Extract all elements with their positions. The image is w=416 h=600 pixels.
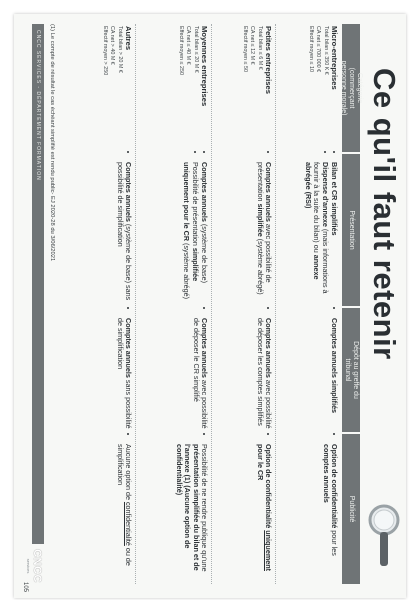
text-run: confidentialité bbox=[124, 501, 133, 546]
row-separator bbox=[275, 24, 276, 584]
table-cell-category bbox=[134, 26, 208, 150]
table-cell-presentation bbox=[134, 154, 208, 304]
category-threshold: Total bilan ≤ 6 M € bbox=[256, 26, 263, 70]
text-run: Bilan et CR simplifiés bbox=[330, 162, 339, 236]
list-item bbox=[255, 318, 272, 430]
table-cell-publicity bbox=[134, 436, 208, 582]
text-run: Dispense d'annexe bbox=[320, 162, 330, 227]
text-run: pour le CR bbox=[255, 444, 265, 481]
text-run: ou de simplification bbox=[115, 444, 133, 566]
table-cell-deposit bbox=[134, 310, 208, 430]
logo-mark: CNCC bbox=[31, 549, 44, 583]
page-title: Ce qu'il faut retenir bbox=[367, 68, 402, 360]
table-cell-publicity bbox=[62, 436, 132, 582]
text-run: (système de base) bbox=[200, 221, 209, 284]
text-run: présentation simplifiée du bilan et de l'annexe (1) (Aucune option de confidentialité) bbox=[174, 444, 201, 571]
presentation-list bbox=[255, 154, 272, 304]
presentation-list bbox=[115, 154, 132, 304]
deposit-list bbox=[191, 310, 208, 430]
paper-sheet bbox=[14, 14, 406, 598]
deposit-list bbox=[115, 310, 132, 430]
text-run: avec possibilité de déposer le CR simplifié bbox=[191, 318, 209, 429]
category-threshold: CA net ≤ 40 M € bbox=[185, 26, 192, 65]
category-threshold: CA net ≤ 12 M € bbox=[249, 26, 256, 65]
category-threshold: Total bilan ≤ 20 M € bbox=[192, 26, 199, 73]
publicity-list bbox=[255, 436, 272, 582]
category-title: Moyennes entreprises bbox=[200, 26, 209, 107]
list-item bbox=[255, 444, 272, 582]
table-cell-publicity bbox=[274, 436, 338, 582]
text-run: simplifiée uniquement pour le CR bbox=[182, 162, 200, 282]
text-run: simplifiée bbox=[255, 203, 265, 237]
text-run: Possibilité de ne rendre publique qu'une bbox=[200, 444, 209, 572]
text-run: Comptes annuels bbox=[264, 318, 273, 378]
text-run: sans possibilité de simplification bbox=[115, 318, 133, 429]
text-run: (système abrégé) bbox=[255, 236, 265, 295]
presentation-list bbox=[182, 154, 208, 304]
text-run: Comptes annuels bbox=[264, 162, 273, 222]
footer-text: CNCC SERVICES - DÉPARTEMENT FORMATION bbox=[35, 30, 41, 181]
list-item bbox=[174, 444, 208, 582]
category-threshold: Total bilan ≤ 350 K € bbox=[322, 26, 329, 75]
category-threshold: Effectif moyen ≤ 10 bbox=[308, 26, 315, 73]
list-item bbox=[330, 318, 338, 430]
list-item bbox=[115, 318, 132, 430]
list-item bbox=[200, 162, 208, 304]
category-threshold: CA net > 40 M € bbox=[109, 26, 116, 65]
list-item bbox=[182, 162, 199, 304]
text-run: Possibilité de présentation bbox=[190, 162, 200, 248]
category-threshold: Effectif moyen > 250 bbox=[102, 26, 109, 76]
category-title: Petites entreprises bbox=[264, 26, 273, 94]
table-cell-presentation bbox=[210, 154, 272, 304]
text-run: Comptes annuels bbox=[124, 318, 133, 378]
text-run: avec possibilité de présentation bbox=[255, 162, 273, 283]
rotated-content bbox=[14, 14, 406, 598]
category-title: Micro-entreprises bbox=[330, 26, 339, 90]
table-cell-category bbox=[62, 26, 132, 150]
footer-bar bbox=[32, 24, 44, 544]
text-run: avec possibilité de déposer les comptes simplifiés bbox=[255, 318, 273, 429]
cncc-logo bbox=[20, 546, 50, 586]
publicity-list bbox=[174, 436, 208, 582]
text-run: Comptes annuels bbox=[200, 318, 209, 378]
page-number: 105 bbox=[22, 582, 28, 593]
table-cell-deposit bbox=[210, 310, 272, 430]
text-run: Comptes annuels simplifiés bbox=[330, 318, 339, 414]
list-item bbox=[321, 444, 338, 582]
table-cell-category bbox=[210, 26, 272, 150]
logo-subtitle: services bbox=[26, 558, 32, 574]
text-run: uniquement bbox=[264, 530, 273, 571]
table-cell-publicity bbox=[210, 436, 272, 582]
table-cell-presentation bbox=[274, 154, 338, 304]
magnifier-icon bbox=[364, 500, 404, 570]
category-title: Autres bbox=[124, 26, 133, 51]
publicity-list bbox=[321, 436, 338, 582]
header-publicity: Publicité bbox=[342, 434, 360, 584]
table-cell-deposit bbox=[62, 310, 132, 430]
list-item bbox=[191, 318, 208, 430]
footnote: (1) Le compte de résultat le cas échéant simplifié est rendu public- EJ 2020-28 du 3/06/2021 bbox=[49, 24, 55, 262]
header-presentation: Présentation bbox=[342, 154, 360, 306]
row-separator bbox=[135, 24, 136, 584]
table-cell-category bbox=[274, 26, 338, 150]
summary-table bbox=[60, 24, 363, 584]
list-item bbox=[303, 162, 328, 304]
table-cell-presentation bbox=[62, 154, 132, 304]
category-threshold: Effectif moyen ≤ 50 bbox=[242, 26, 249, 73]
row-separator bbox=[211, 24, 212, 584]
text-run: Comptes annuels bbox=[200, 162, 209, 222]
text-run: Comptes annuels bbox=[124, 162, 133, 222]
category-threshold: Effectif moyen ≤ 250 bbox=[178, 26, 185, 76]
text-run: Option de confidentialité bbox=[330, 444, 339, 529]
list-item bbox=[330, 162, 338, 304]
list-item bbox=[255, 162, 272, 304]
text-run: Option de confidentialité bbox=[264, 444, 273, 529]
text-run: (système de base) sans possibilité de simplification bbox=[115, 162, 133, 301]
publicity-list bbox=[115, 436, 132, 582]
list-item bbox=[115, 444, 132, 582]
list-item bbox=[115, 162, 132, 304]
text-run: (système abrégé) bbox=[182, 241, 192, 299]
text-run: annexe abrégée (RSI) bbox=[303, 162, 322, 280]
text-run: comptes annuels bbox=[321, 444, 331, 503]
category-threshold: CA net ≤ 700 000 € bbox=[315, 26, 322, 73]
category-threshold: Total bilan > 20 M € bbox=[116, 26, 123, 73]
table-cell-deposit bbox=[274, 310, 338, 430]
deposit-list bbox=[330, 310, 338, 430]
header-category: Catégorie (commerçant personne morale) bbox=[342, 24, 360, 152]
text-run: pour les bbox=[330, 528, 339, 556]
text-run: (mais informations à fournir à la suite du bilan) ou bbox=[312, 162, 330, 294]
text-run: Aucune option de bbox=[124, 444, 133, 502]
deposit-list bbox=[255, 310, 272, 430]
header-deposit: Dépôt au greffe du tribunal bbox=[342, 308, 360, 432]
presentation-list bbox=[303, 154, 338, 304]
